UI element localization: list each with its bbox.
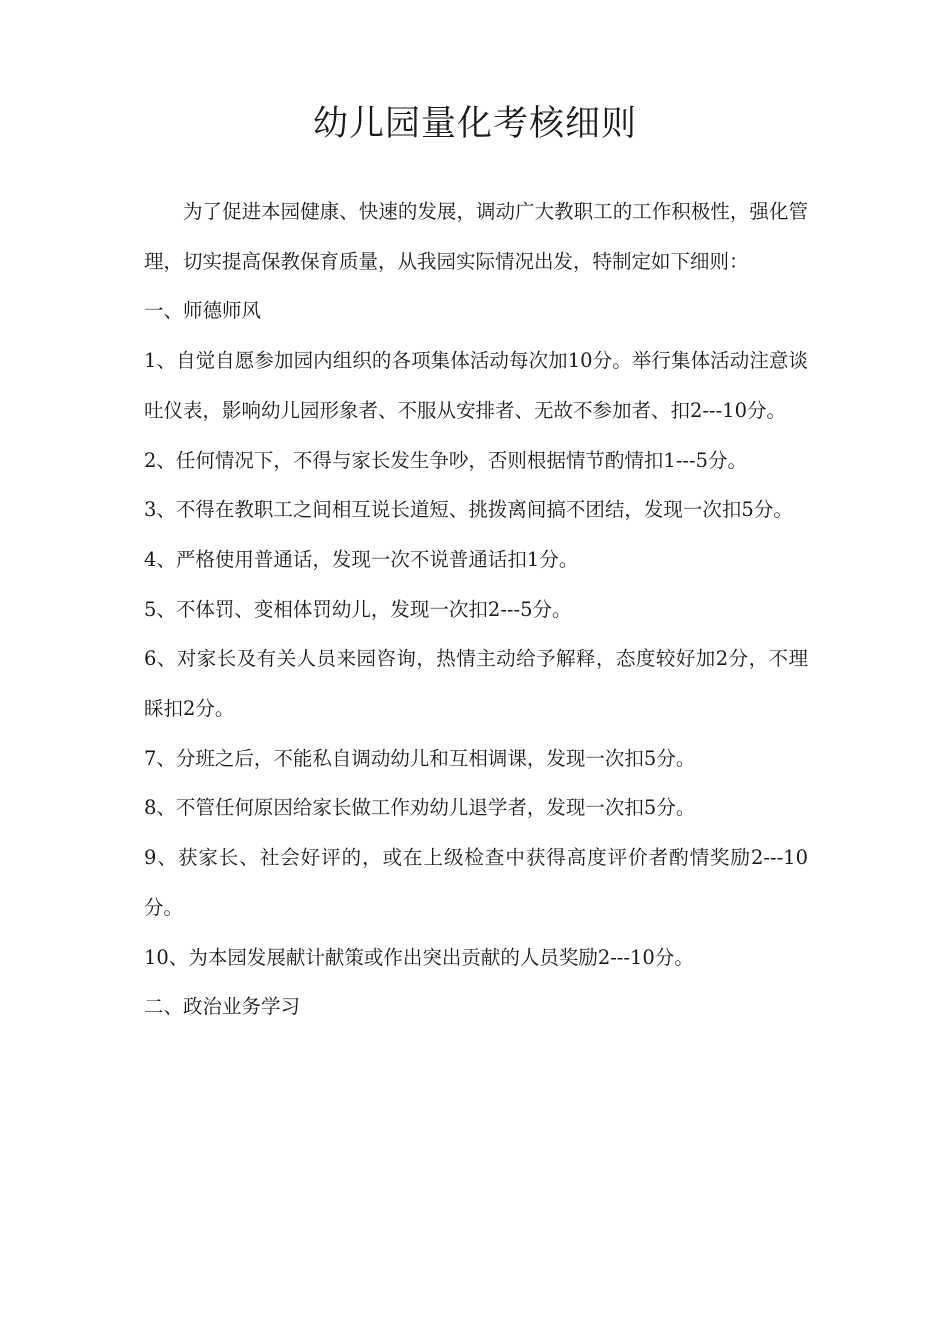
rule-item-10: 10、为本园发展献计献策或作出突出贡献的人员奖励2---10分。 (144, 945, 694, 969)
rule-item-2: 2、任何情况下，不得与家长发生争吵，否则根据情节酌情扣1---5分。 (144, 448, 747, 472)
section-heading-1: 一、师德师风 (144, 299, 262, 323)
document-body (144, 187, 808, 1032)
rule-item-4: 4、严格使用普通话，发现一次不说普通话扣1分。 (144, 547, 579, 571)
intro-paragraph: 为了促进本园健康、快速的发展，调动广大教职工的工作积极性，强化管理，切实提高保教保育质量，从我园实际情况出发，特制定如下细则： (144, 200, 808, 273)
rule-item-9: 9、获家长、社会好评的，或在上级检查中获得高度评价者酌情奖励2---10分。 (144, 846, 808, 919)
rule-item-1: 1、自觉自愿参加园内组织的各项集体活动每次加10分。举行集体活动注意谈吐仪表，影响幼儿园形象者、不服从安排者、无故不参加者、扣2---10分。 (144, 349, 808, 422)
rule-item-5: 5、不体罚、变相体罚幼儿，发现一次扣2---5分。 (144, 597, 572, 621)
rule-item-7: 7、分班之后，不能私自调动幼儿和互相调课，发现一次扣5分。 (144, 746, 696, 770)
rule-item-3: 3、不得在教职工之间相互说长道短、挑拨离间搞不团结，发现一次扣5分。 (144, 498, 793, 522)
rule-item-6: 6、对家长及有关人员来园咨询，热情主动给予解释，态度较好加2分，不理睬扣2分。 (144, 647, 808, 721)
section-heading-2: 二、政治业务学习 (144, 995, 301, 1019)
rule-item-8: 8、不管任何原因给家长做工作劝幼儿退学者，发现一次扣5分。 (144, 796, 696, 820)
document-title: 幼儿园量化考核细则 (312, 104, 637, 144)
